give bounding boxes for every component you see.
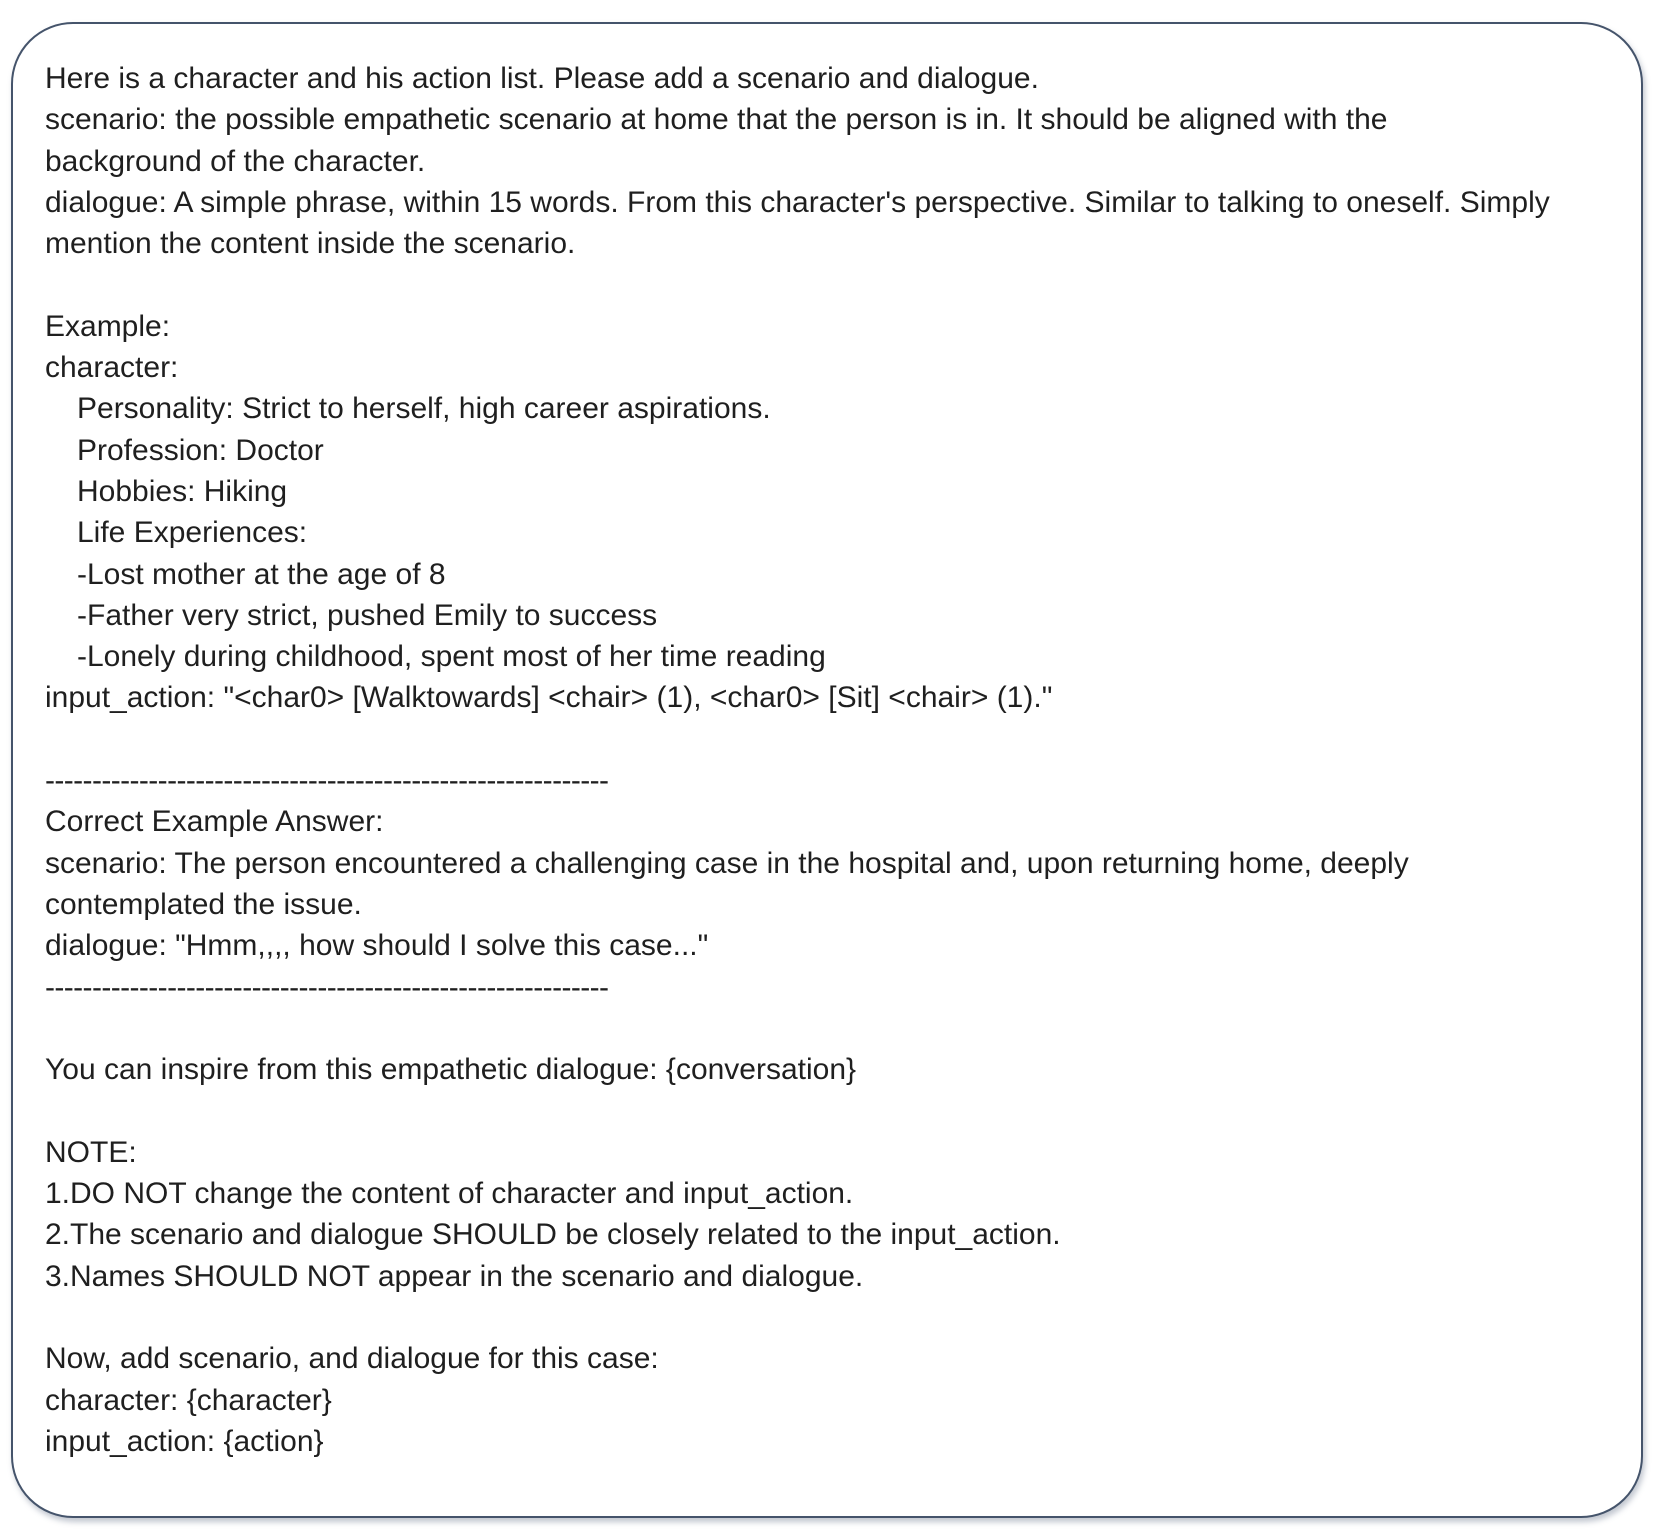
note-item: 2.The scenario and dialogue SHOULD be closely related to the input_action. (45, 1218, 1061, 1252)
note-item: 3.Names SHOULD NOT appear in the scenario and dialogue. (45, 1259, 864, 1293)
prompt-text (45, 58, 1625, 1462)
separator-line: ------------------------------------------------------------ (45, 970, 609, 1004)
example-label: Example: (45, 309, 171, 343)
blank-line (45, 1008, 1625, 1049)
separator-line: ------------------------------------------------------------ (45, 764, 609, 798)
scenario-definition-line-1: scenario: the possible empathetic scenario at home that the person is in. It should be aligned with the (45, 103, 1388, 137)
character-placeholder-line: character: {character} (45, 1383, 332, 1417)
answer-scenario-line-2: contemplated the issue. (45, 887, 362, 921)
hobbies-line: Hobbies: Hiking (77, 474, 288, 508)
character-label: character: (45, 351, 179, 385)
dialogue-definition-line-1: dialogue: A simple phrase, within 15 words. From this character's perspective. Similar to talking to oneself. Simply (45, 185, 1550, 219)
input-action-example: input_action: "<char0> [Walktowards] <chair> (1), <char0> [Sit] <chair> (1)." (45, 681, 1053, 715)
scenario-definition-line-2: background of the character. (45, 144, 426, 178)
answer-scenario-line-1: scenario: The person encountered a challenging case in the hospital and, upon returning home, deeply (45, 846, 1409, 880)
action-placeholder-line: input_action: {action} (45, 1424, 324, 1458)
blank-line (45, 264, 1625, 305)
experience-item: -Lonely during childhood, spent most of her time reading (77, 640, 826, 674)
correct-answer-label: Correct Example Answer: (45, 805, 384, 839)
note-item: 1.DO NOT change the content of character and input_action. (45, 1177, 854, 1211)
blank-line (45, 1090, 1625, 1131)
blank-line (45, 719, 1625, 760)
experience-item: -Lost mother at the age of 8 (77, 557, 446, 591)
dialogue-definition-line-2: mention the content inside the scenario. (45, 227, 576, 261)
answer-dialogue-line: dialogue: "Hmm,,,, how should I solve this case..." (45, 929, 709, 963)
personality-line: Personality: Strict to herself, high career aspirations. (77, 392, 771, 426)
life-experiences-label: Life Experiences: (77, 516, 308, 550)
now-add-line: Now, add scenario, and dialogue for this case: (45, 1342, 659, 1376)
experience-item: -Father very strict, pushed Emily to success (77, 598, 658, 632)
blank-line (45, 1297, 1625, 1338)
inspire-line: You can inspire from this empathetic dialogue: {conversation} (45, 1053, 857, 1087)
note-label: NOTE: (45, 1135, 137, 1169)
profession-line: Profession: Doctor (77, 433, 324, 467)
intro-line: Here is a character and his action list. Please add a scenario and dialogue. (45, 62, 1039, 95)
